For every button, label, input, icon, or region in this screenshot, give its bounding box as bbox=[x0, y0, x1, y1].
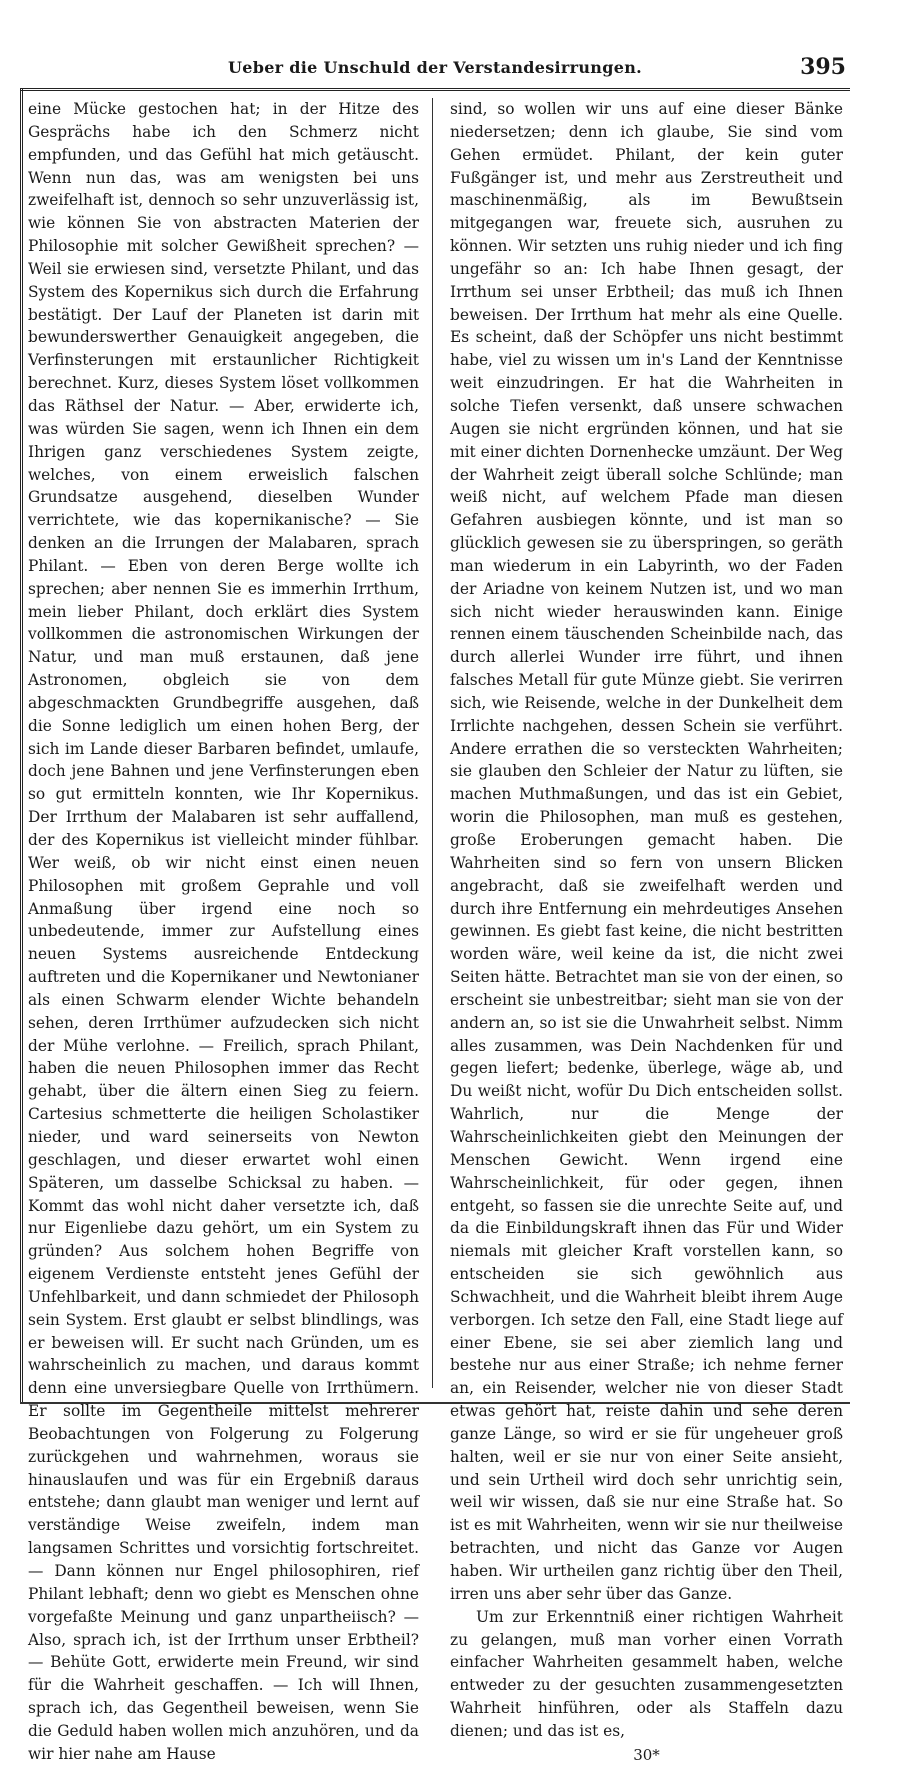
left-column-text: eine Mücke gestochen hat; in der Hitze des Gesprächs habe ich den Schmerz nicht empfunden, und das Gefühl hat mich getäuscht. Wenn nun das, was am wenigsten bei uns zweifelhaft ist, dennoch so sehr unzuverlässig ist, wie können Sie von abstracten Materien der Philosophie mit solcher Gewißheit sprechen? — Weil sie erwiesen sind, versetzte Philant, und das System des Kopernikus sich durch die Erfahrung bestätigt. Der Lauf der Planeten ist darin mit bewunderswerther Genauigkeit angegeben, die Verfinsterungen mit erstaunlicher Richtigkeit berechnet. Kurz, dieses System löset vollkommen das Räthsel der Natur. — Aber, erwiderte ich, was würden Sie sagen, wenn ich Ihnen ein dem Ihrigen ganz verschiedenes System zeigte, welches, von einem erweislich falschen Grundsatze ausgehend, dieselben Wunder verrichtete, wie das kopernikanische? — Sie denken an die Irrungen der Malabaren, sprach Philant. — Eben von deren Berge wollte ich sprechen; aber nennen Sie es immerhin Irrthum, mein lieber Philant, doch erklärt dies System vollkommen die astronomischen Wirkungen der Natur, und man muß erstaunen, daß jene Astronomen, obgleich sie von dem abgeschmackten Grundbegriffe ausgehen, daß die Sonne lediglich um einen hohen Berg, der sich im Lande dieser Barbaren befindet, umlaufe, doch jene Bahnen und jene Verfinsterungen eben so gut ermitteln konnten, wie Ihr Kopernikus. Der Irrthum der Malabaren ist sehr auffallend, der des Kopernikus ist vielleicht minder fühlbar. Wer weiß, ob wir nicht einst einen neuen Philosophen mit großem Geprahle und voll Anmaßung über irgend eine noch so unbedeutende, immer zur Aufstellung eines neuen Systems ausreichende Entdeckung auftreten und die Kopernikaner und Newtonianer als einen Schwarm elender Wichte behandeln sehen, deren Irrthümer aufzudecken sich nicht der Mühe verlohne. — Freilich, sprach Philant, haben die neuen Philosophen immer das Recht gehabt, über die ältern einen Sieg zu feiern. Cartesius schmetterte die heiligen Scholastiker nieder, und ward seinerseits von Newton geschlagen, und dieser erwartet wohl einen Späteren, um dasselbe Schicksal zu haben. — Kommt das wohl nicht daher versetzte ich, daß nur Eigenliebe dazu gehört, um ein System zu gründen? Aus solchem hohen Begriffe von eigenem Verdienste entsteht jenes Gefühl der Unfehlbarkeit, und dann schmiedet der Philosoph sein System. Erst glaubt er selbst blindlings, was er beweisen will. Er sucht nach Gründen, um es wahrscheinlich zu machen, und daraus kommt denn eine unversiegbare Quelle von Irrthümern. Er sollte im Gegentheile mittelst mehrerer Beobachtungen von Folgerung zu Folgerung zurückgehen und wahrnehmen, woraus sie hinauslaufen und was für ein Ergebniß daraus entstehe; dann glaubt man weniger und lernt auf verständige Weise zweifeln, indem man langsamen Schrittes und vorsichtig fortschreitet. — Dann können nur Engel philosophiren, rief Philant lebhaft; denn wo giebt es Menschen ohne vorgefaßte Meinung und ganz unpartheiisch? — Also, sprach ich, ist der Irrthum unser Erbtheil? — Behüte Gott, erwiderte mein Freund, wir sind für die Wahrheit geschaffen. — Ich will Ihnen, sprach ich, das Gegentheil beweisen, wenn Sie die Geduld haben wollen mich anzuhören, und da wir hier nahe am Hause bbox=[28, 100, 419, 1763]
right-column-paragraph-2: Um zur Erkenntniß einer richtigen Wahrheit zu gelangen, muß man vorher einen Vorrath einfacher Wahrheiten gesammelt haben, welche entweder zu der gesuchten zusammengesetzten Wahrheit hinführen, oder als Staffeln dazu dienen; und das ist es, bbox=[450, 1607, 843, 1740]
right-column bbox=[440, 98, 845, 1764]
right-column-paragraph-1: sind, so wollen wir uns auf eine dieser Bänke niedersetzen; denn ich glaube, Sie sind vom Gehen ermüdet. Philant, der kein guter Fußgänger ist, und mehr aus Zerstreutheit und maschinenmäßig, als im Bewußtsein mitgegangen war, freuete sich, ausruhen zu können. Wir setzten uns ruhig nieder und ich fing ungefähr so an: Ich habe Ihnen gesagt, der Irrthum sei unser Erbtheil; das muß ich Ihnen beweisen. Der Irrthum hat mehr als eine Quelle. Es scheint, daß der Schöpfer uns nicht bestimmt habe, viel zu wissen um in's Land der Kenntnisse weit einzudringen. Er hat die Wahrheiten in solche Tiefen versenkt, daß unsere schwachen Augen sie nicht ergründen können, und hat sie mit einer dichten Dornenhecke umzäunt. Der Weg der Wahrheit zeigt überall solche Schlünde; man weiß nicht, auf welchem Pfade man diesen Gefahren ausbiegen könnte, und ist man so glücklich gewesen sie zu überspringen, so geräth man wiederum in ein Labyrinth, wo der Faden der Ariadne von keinem Nutzen ist, und wo man sich nicht wieder herauswinden kann. Einige rennen einem täuschenden Scheinbilde nach, das durch allerlei Wunder irre führt, und ihnen falsches Metall für gute Münze giebt. Sie verirren sich, wie Reisende, welche in der Dunkelheit dem Irrlichte nachgehen, dessen Schein sie verführt. Andere errathen die so versteckten Wahrheiten; sie glauben den Schleier der Natur zu lüften, sie machen Muthmaßungen, und das ist ein Gebiet, worin die Philosophen, man muß es gestehen, große Eroberungen gemacht haben. Die Wahrheiten sind so fern von unsern Blicken angebracht, daß sie zweifelhaft werden und durch ihre Entfernung ein mehrdeutiges Ansehen gewinnen. Es giebt fast keine, die nicht bestritten worden wäre, weil keine da ist, die nicht zwei Seiten hätte. Betrachtet man sie von der einen, so erscheint sie unbestreitbar; sieht man sie von der andern an, so ist sie die Unwahrheit selbst. Nimm alles zusammen, was Dein Nachdenken für und gegen liefert; bedenke, überlege, wäge ab, und Du weißt nicht, wofür Du Dich entscheiden sollst. Wahrlich, nur die Menge der Wahrscheinlichkeiten giebt den Meinungen der Menschen Gewicht. Wenn irgend eine Wahrscheinlichkeit, für oder gegen, ihnen entgeht, so fassen sie die unrechte Seite auf, und da die Einbildungskraft ihnen das Für und Wider niemals mit gleicher Kraft vorstellen kann, so entscheiden sie sich gewöhnlich aus Schwachheit, und die Wahrheit bleibt ihrem Auge verborgen. Ich setze den Fall, eine Stadt liege auf einer Ebene, sie sei aber ziemlich lang und bestehe nur aus einer Straße; ich nehme ferner an, ein Reisender, welcher nie von dieser Stadt etwas gehört hat, reiste dahin und sehe deren ganze Länge, so wird er sie für ungeheuer groß halten, weil er sie nur von einer Seite ansieht, und sein Urtheil wird doch sehr unrichtig sein, weil wir wissen, daß sie nur eine Straße hat. So ist es mit Wahrheiten, wenn wir sie nur theilweise betrachten, und nicht das Ganze vor Augen haben. Wir urtheilen ganz richtig über den Theil, irren uns aber sehr über das Ganze. bbox=[450, 100, 843, 1603]
text-columns bbox=[20, 98, 850, 1764]
page-number: 395 bbox=[800, 54, 846, 80]
bottom-rule bbox=[20, 1402, 850, 1404]
header-rule bbox=[20, 88, 850, 91]
running-title: Ueber die Unschuld der Verstandesirrungen. bbox=[227, 58, 643, 77]
column-divider bbox=[432, 98, 433, 1388]
signature-mark: 30* bbox=[633, 1745, 660, 1764]
running-header bbox=[20, 48, 850, 88]
left-column bbox=[20, 98, 425, 1763]
